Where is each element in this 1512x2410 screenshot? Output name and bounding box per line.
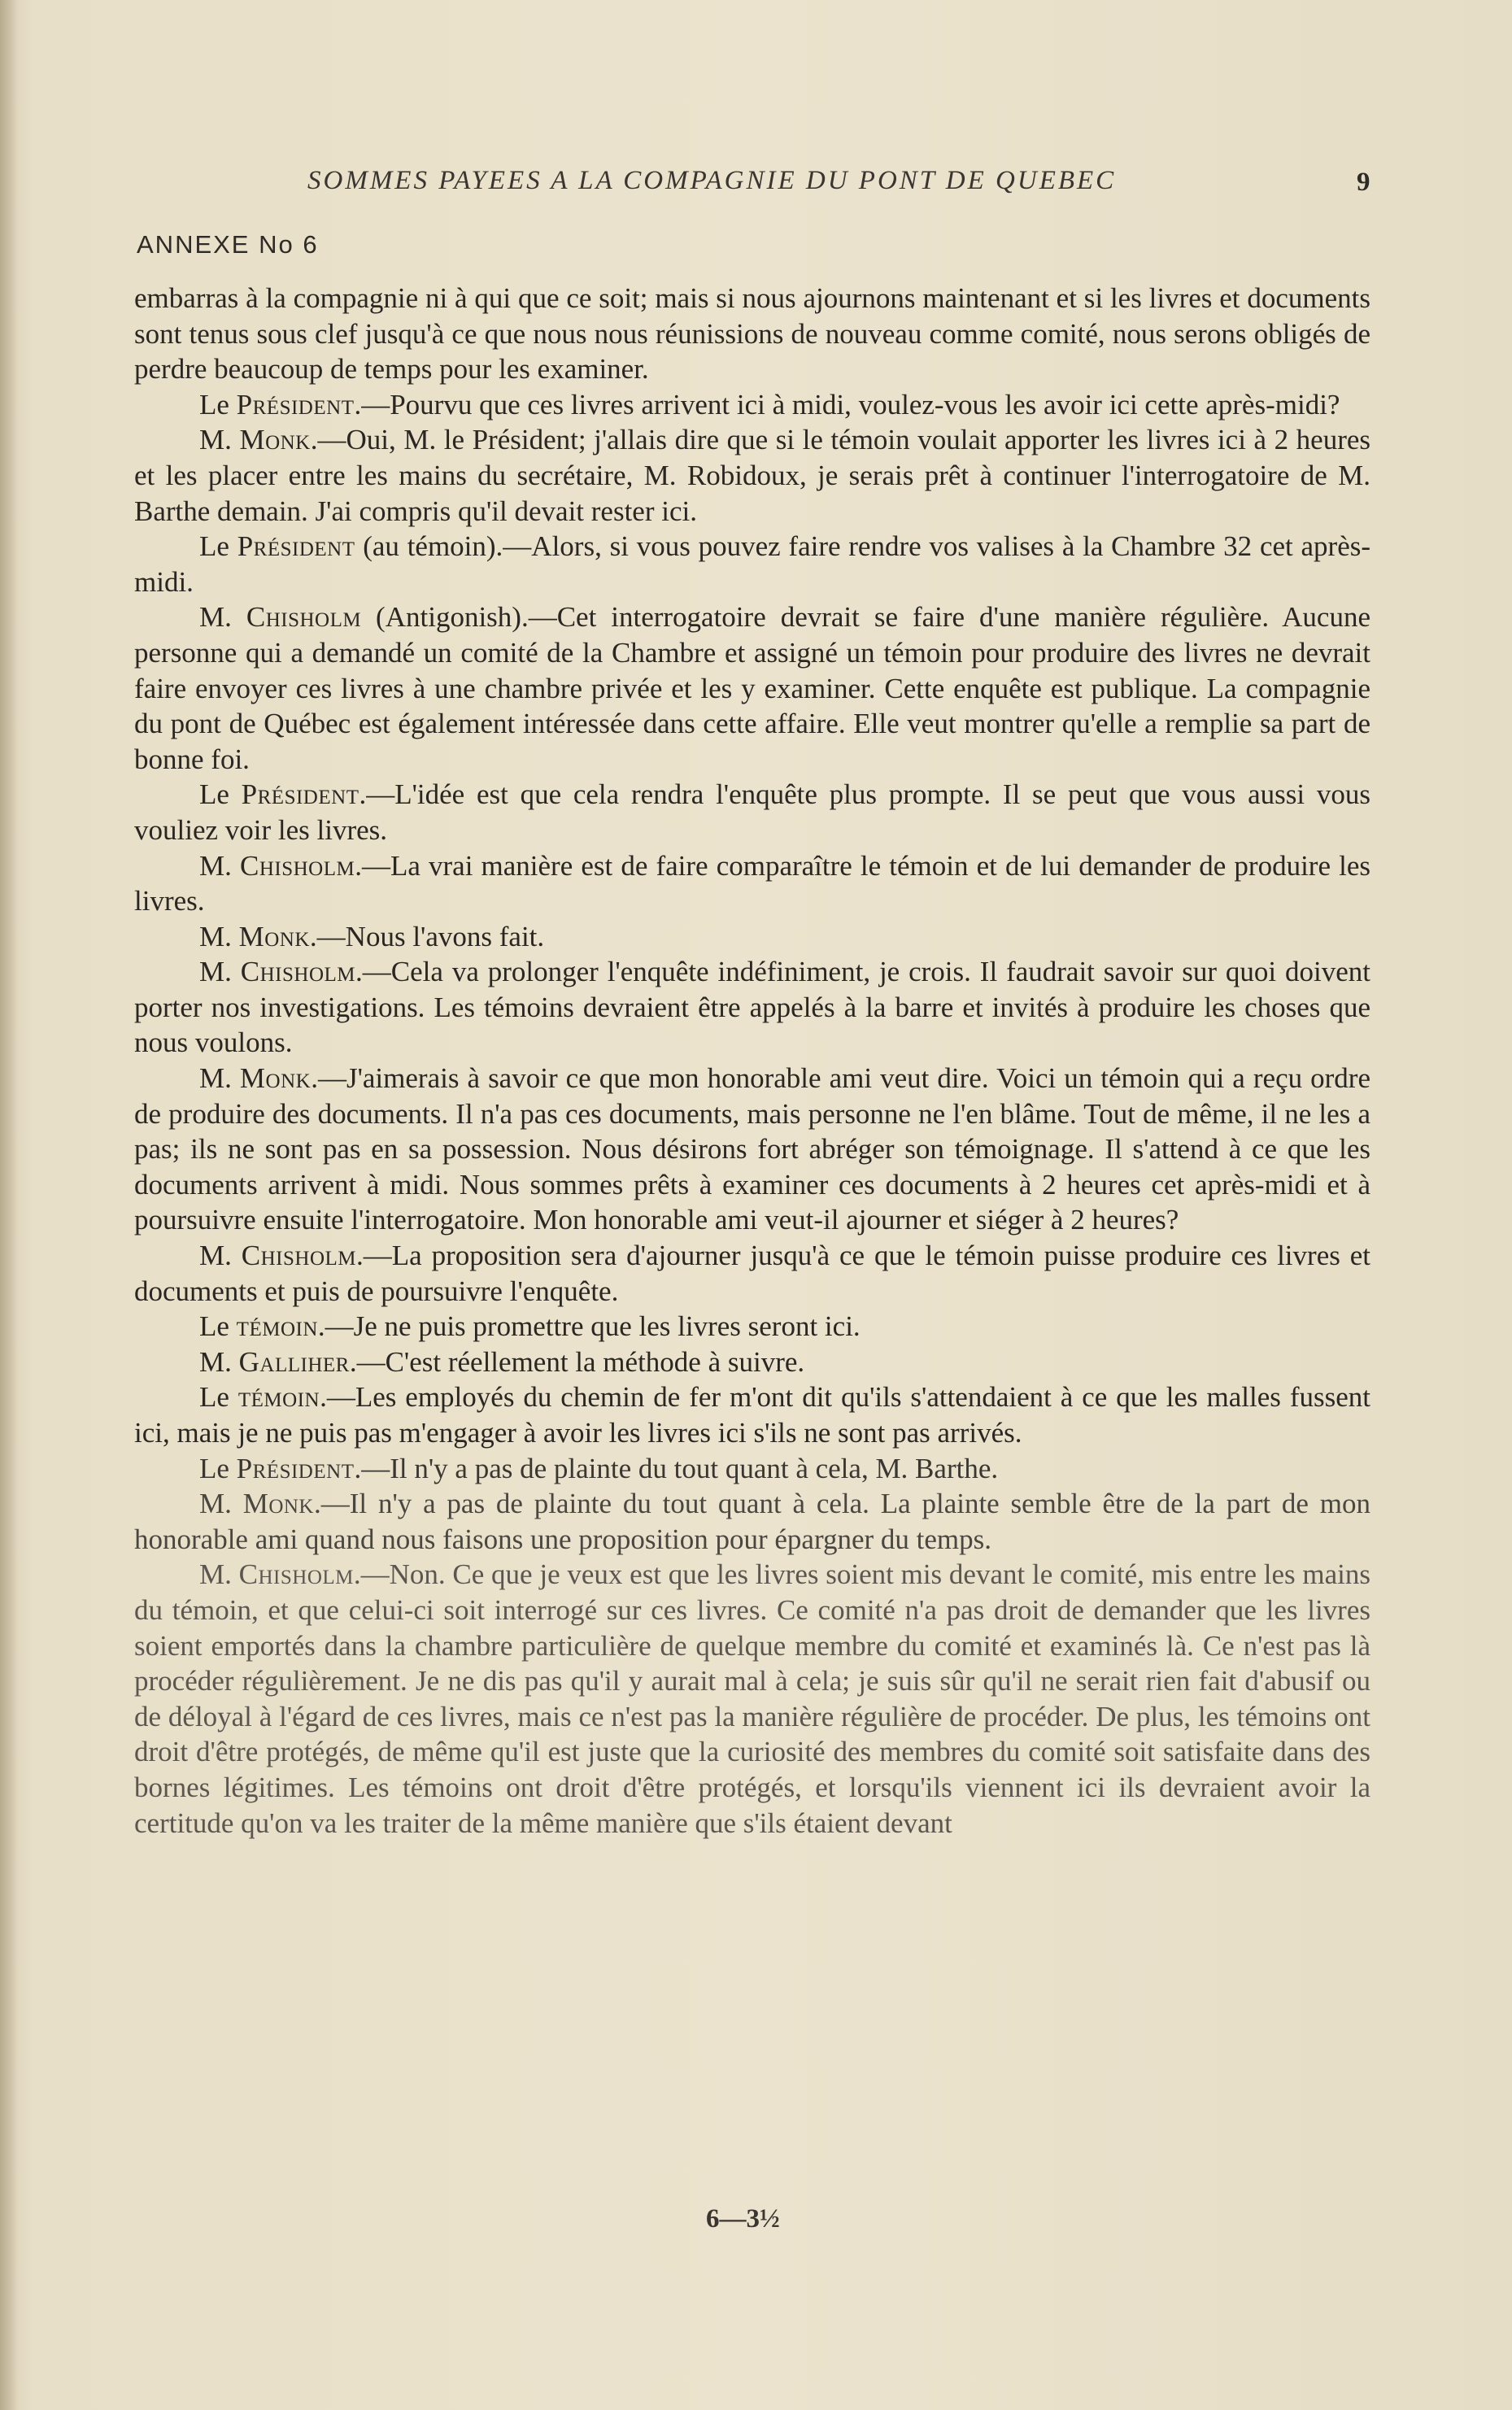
annex-label: ANNEXE No 6 xyxy=(137,230,319,259)
speaker: Chisholm xyxy=(241,1240,357,1272)
paragraph: M. Galliher.—C'est réellement la méthode à suivre. xyxy=(199,1345,805,1378)
paragraph: M. Chisholm.—Cela va prolonger l'enquête indéfiniment, je crois. Il faudrait savoir sur quoi doivent porter nos investigations. Les témoins devraient être appelés à la barre et invités à produire les choses que nous voulons. xyxy=(134,956,1371,1059)
paragraph: Le témoin.—Les employés du chemin de fer m'ont dit qu'ils s'attendaient à ce que les malles fussent ici, mais je ne puis pas m'engager à avoir les livres ici s'ils ne sont pas arrivés. xyxy=(134,1381,1370,1449)
speaker: Président xyxy=(236,388,355,421)
paragraph: M. Chisholm.—La proposition sera d'ajourner jusqu'à ce que le témoin puisse produire ces livres et documents et puis de poursuivre l'enquête. xyxy=(134,1240,1370,1307)
speaker: Monk xyxy=(238,920,310,952)
paragraph: M. Chisholm (Antigonish).—Cet interrogatoire devrait se faire d'une manière régulière. Aucune personne qui a demandé un comité de la Chambre et assigné un témoin pour produire des livres ne devrait faire envoyer ces livres à une chambre privée et les y examiner. Cette enquête est publique. La compagnie du pont de Québec est également intéressée dans cette affaire. Elle veut montrer qu'elle a remplie sa part de bonne foi. xyxy=(134,601,1370,775)
speaker: Chisholm xyxy=(246,601,362,634)
speaker: Président xyxy=(241,778,359,811)
paragraph: Le Président.—Il n'y a pas de plainte du tout quant à cela, M. Barthe. xyxy=(199,1452,999,1484)
running-title: SOMMES PAYEES A LA COMPAGNIE DU PONT DE QUEBEC xyxy=(307,166,1117,195)
page-edge-shadow xyxy=(0,0,18,2410)
speaker: Chisholm xyxy=(239,849,355,882)
paragraph: embarras à la compagnie ni à qui que ce soit; mais si nous ajournons maintenant et si les livres et documents sont tenus sous clef jusqu'à ce que nous nous réunissions de nouveau comme comité, nous serons obligés de perdre beaucoup de temps pour les examiner. xyxy=(134,282,1370,386)
speaker: Monk xyxy=(242,1488,314,1520)
speaker: témoin xyxy=(236,1310,318,1343)
speaker: Monk xyxy=(239,424,311,456)
paragraph: M. Monk.—Nous l'avons fait. xyxy=(199,920,545,952)
speaker: Chisholm xyxy=(238,1558,354,1591)
speaker: Monk xyxy=(239,1062,312,1095)
speaker: Président xyxy=(237,530,355,563)
speaker: Chisholm xyxy=(240,956,356,988)
paragraph: Le témoin.—Je ne puis promettre que les livres seront ici. xyxy=(199,1310,861,1343)
body-text xyxy=(134,281,1370,1841)
paragraph: M. Monk.—J'aimerais à savoir ce que mon honorable ami veut dire. Voici un témoin qui a reçu ordre de produire des documents. Il n'a pas ces documents, mais personne ne l'en blâme. Tout de même, il ne les a pas; ils ne sont pas en sa possession. Nous désirons fort abréger son témoignage. Il s'attend à ce que les documents arrivent à midi. Nous sommes prêts à examiner ces documents à 2 heures cet après-midi et à poursuivre ensuite l'interrogatoire. Mon honorable ami veut-il ajourner et siéger à 2 heures? xyxy=(134,1062,1370,1236)
paragraph: M. Chisholm.—La vrai manière est de faire comparaître le témoin et de lui demander de produire les livres. xyxy=(134,849,1370,917)
speaker: Galliher xyxy=(238,1345,350,1378)
signature-mark: 6—3½ xyxy=(706,2204,780,2233)
paragraph: M. Monk.—Oui, M. le Président; j'allais dire que si le témoin voulait apporter les livres ici à 2 heures et les placer entre les mains du secrétaire, M. Robidoux, je serais prêt à continuer l'interrogatoire de M. Barthe demain. J'ai compris qu'il devait rester ici. xyxy=(134,424,1371,527)
paragraph: M. Monk.—Il n'y a pas de plainte du tout quant à cela. La plainte semble être de la part de mon honorable ami quand nous faisons une proposition pour épargner du temps. xyxy=(134,1488,1371,1555)
speaker: Président xyxy=(236,1452,355,1484)
page-number: 9 xyxy=(1357,168,1370,197)
paragraph: Le Président.—Pourvu que ces livres arrivent ici à midi, voulez-vous les avoir ici cette après-midi? xyxy=(199,388,1340,421)
paragraph: Le Président (au témoin).—Alors, si vous pouvez faire rendre vos valises à la Chambre 32 cet après-midi. xyxy=(134,530,1371,598)
speaker: témoin xyxy=(237,1381,320,1414)
paragraph: M. Chisholm.—Non. Ce que je veux est que les livres soient mis devant le comité, mis entre les mains du témoin, et que celui-ci soit interrogé sur ces livres. Ce comité n'a pas droit de demander que les livres soient emportés dans la chambre particulière de quelque membre du comité et examinés là. Ce n'est pas là procéder régulièrement. Je ne dis pas qu'il y aurait mal à cela; je suis sûr qu'il ne serait rien fait d'abusif ou de déloyal à l'égard de ces livres, mais ce n'est pas la manière régulière de procéder. De plus, les témoins ont droit d'être protégés, de même qu'il est juste que la curiosité des membres du comité soit satisfaite dans des bornes légitimes. Les témoins ont droit d'être protégés, et lorsqu'ils viennent ici ils devraient avoir la certitude qu'on va les traiter de la même manière que s'ils étaient devant xyxy=(134,1558,1370,1839)
paragraph: Le Président.—L'idée est que cela rendra l'enquête plus prompte. Il se peut que vous aussi vous vouliez voir les livres. xyxy=(134,778,1370,846)
